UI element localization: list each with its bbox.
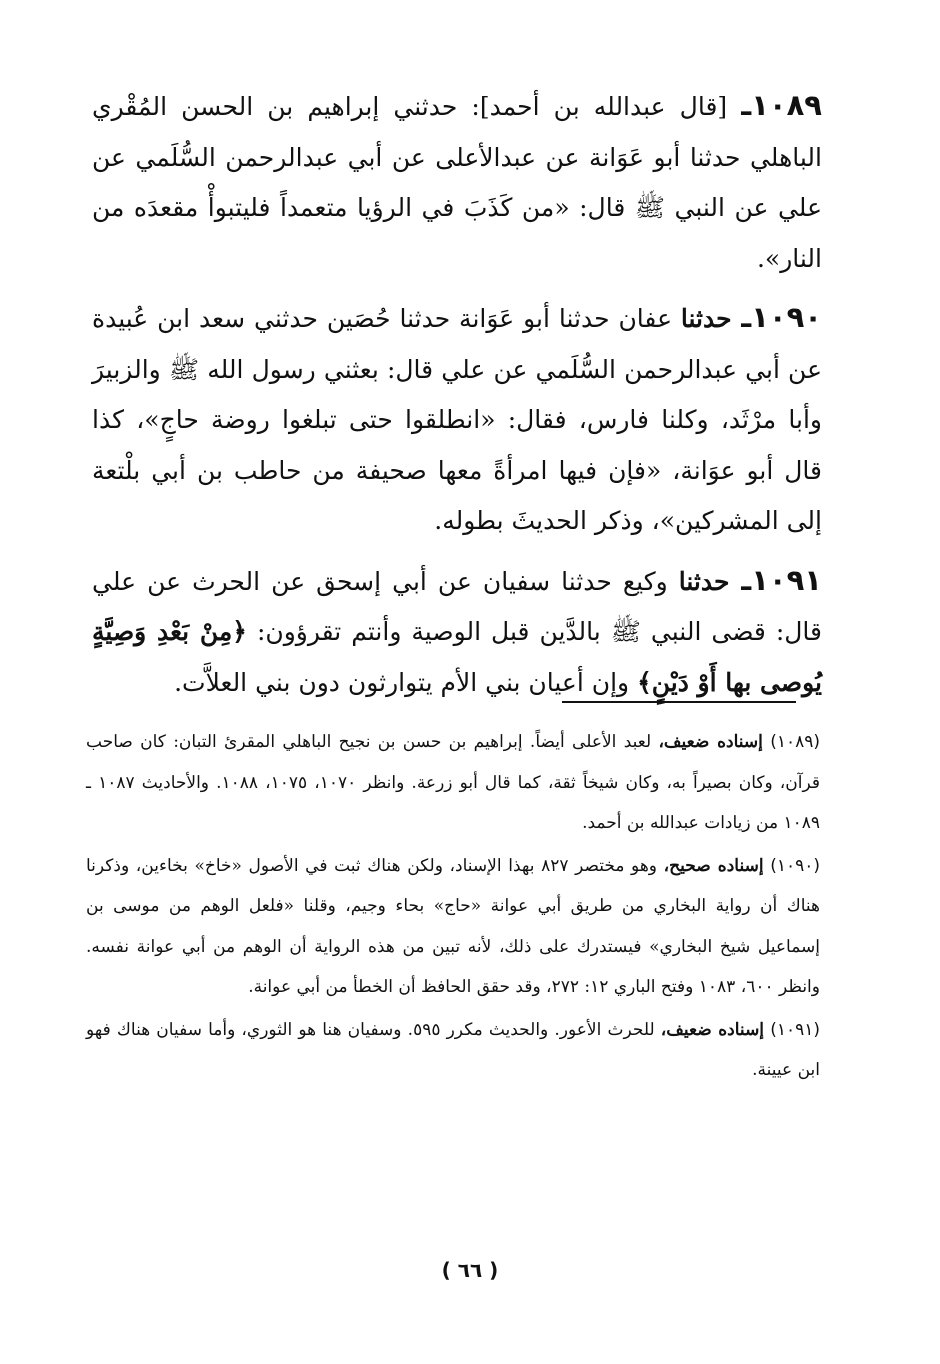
footnote-1089	[86, 722, 820, 844]
footnote-text: لعبد الأعلى أيضاً. إبراهيم بن حسن بن نجيح الباهلي المقرئ التبان: كان صاحب قرآن، وكان بصيراً به، وكان شيخاً ثقة، كما قال أبو زرعة. وانظر ١٠٧٠، ١٠٧٥، ١٠٨٨. والأحاديث ١٠٨٧ ـ ١٠٨٩ من زيادات عبدالله بن أحمد.	[86, 732, 820, 833]
hadith-number: ١٠٩٠	[751, 300, 822, 334]
hadith-dash: ـ	[741, 88, 752, 122]
hadith-lead: حدثنا	[680, 304, 742, 333]
footnotes	[86, 722, 820, 1093]
hadith-quran: ﴿مِنْ بَعْدِ وَصِيَّةٍ يُوصى بها أَوْ دَيْنٍ﴾	[92, 617, 822, 697]
hadith-number: ١٠٨٩	[751, 88, 822, 122]
hadith-text: عفان حدثنا أبو عَوَانة حدثنا حُصَين حدثني سعد ابن عُبيدة عن أبي عبدالرحمن السُّلَمي عن علي قال: بعثني رسول الله ﷺ والزبيرَ وأبا مرْثَد، وكلنا فارس، فقال: «انطلقوا حتى تبلغوا روضة حاجٍ»، كذا قال أبو عوَانة، «فإن فيها امرأةً معها صحيفة من حاطب بن أبي بلْتعة إلى المشركين»، وذكر الحديثَ بطوله.	[92, 304, 822, 535]
main-text	[92, 80, 822, 716]
hadith-1091	[92, 555, 822, 709]
hadith-number: ١٠٩١	[751, 562, 822, 597]
hadith-1090	[92, 292, 822, 547]
footnote-1091	[86, 1010, 820, 1091]
hadith-text: وكيع حدثنا سفيان عن أبي إسحق عن الحرث عن علي قال: قضى النبي ﷺ بالدَّين قبل الوصية وأنتم تقرؤون:	[92, 566, 822, 646]
hadith-1089	[92, 80, 822, 284]
footnote-ref: (١٠٨٩)	[770, 732, 820, 752]
footnote-text: للحرث الأعور. والحديث مكرر ٥٩٥. وسفيان هنا هو الثوري، وأما سفيان هناك فهو ابن عيينة.	[86, 1019, 820, 1080]
footnote-grade: إسناده صحيح،	[663, 855, 764, 876]
footnote-grade: إسناده ضعيف،	[660, 1019, 765, 1040]
hadith-tail: وإن أعيان بني الأم يتوارثون دون بني العلاَّت.	[174, 667, 638, 697]
hadith-dash: ـ	[741, 300, 752, 334]
footnote-grade: إسناده ضعيف،	[658, 732, 763, 752]
footnote-separator	[562, 701, 796, 703]
footnote-text: وهو مختصر ٨٢٧ بهذا الإسناد، ولكن هناك ثبت في الأصول «خاخ» بخاءين، وذكرنا هناك أن رواية البخاري من طريق أبي عوانة «حاج» بحاء وجيم، وقلنا «فلعل الوهم من موسى بن إسماعيل شيخ البخاري» فيستدرك على ذلك، لأنه تبين من هذه الرواية أن الوهم من أبي عوانة نفسه. وانظر ٦٠٠، ١٠٨٣ وفتح الباري ١٢: ٢٧٢، وقد حقق الحافظ أن الخطأ من أبي عوانة.	[86, 855, 820, 997]
footnote-1090	[86, 846, 820, 1008]
footnote-ref: (١٠٩١)	[770, 1019, 820, 1040]
footnote-ref: (١٠٩٠)	[770, 855, 821, 876]
hadith-text: [قال عبدالله بن أحمد]: حدثني إبراهيم بن الحسن المُقْري الباهلي حدثنا أبو عَوَانة عن عبدالأعلى عن أبي عبدالرحمن السُّلَمي عن علي عن النبي ﷺ قال: «من كَذَبَ في الرؤيا متعمداً فليتبوأْ مقعدَه من النار».	[92, 92, 822, 273]
hadith-lead: حدثنا	[678, 566, 742, 596]
page-number: ( ٦٦ )	[441, 1258, 499, 1282]
hadith-dash: ـ	[741, 562, 752, 597]
